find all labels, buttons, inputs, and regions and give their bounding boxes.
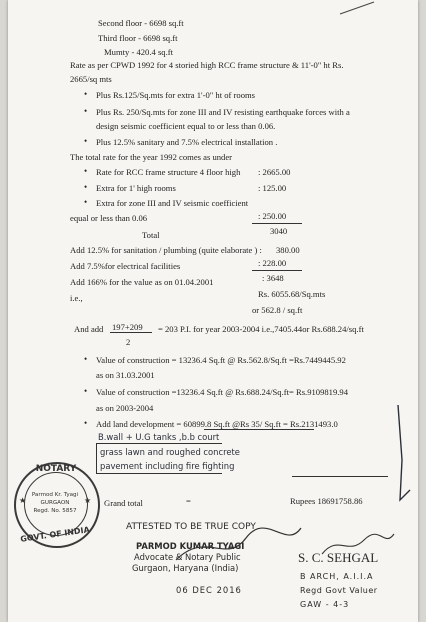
total-label: Total <box>142 230 160 240</box>
value-text: as on 31.03.2001 <box>96 370 155 380</box>
rate-value: : 125.00 <box>258 183 287 193</box>
underline <box>96 473 222 474</box>
underline <box>292 476 388 477</box>
attest-text: PARMOD KUMAR TYAGI <box>136 541 245 551</box>
grand-total-equals: = <box>186 496 191 506</box>
bullet-text: Plus Rs. 250/Sq.mts for zone III and IV resisting earthquake forces with a <box>96 107 350 117</box>
ie-label: i.e., <box>70 293 83 303</box>
attest-date: 06 DEC 2016 <box>176 585 242 595</box>
rate-label: Extra for 1' high rooms <box>96 183 176 193</box>
fraction-numerator: 197+209 <box>112 322 143 332</box>
stamp-text: GOVT. OF INDIA <box>19 525 91 544</box>
rate-label: Extra for zone III and IV seismic coefficient <box>96 198 249 208</box>
signature-scribble-icon <box>166 520 306 572</box>
rate-value: : 2665.00 <box>258 167 291 177</box>
floor-line: Mumty - 420.4 sq.ft <box>104 47 173 57</box>
grand-total-label: Grand total <box>104 498 143 508</box>
stamp-text: Parmod Kr. Tyagi <box>31 492 79 498</box>
grand-total-value: Rupees 18691758.86 <box>290 496 363 506</box>
bullet-icon: • <box>84 386 88 396</box>
underline <box>204 429 314 430</box>
box-border <box>96 443 97 473</box>
valuer-regd: Regd Govt Valuer <box>300 586 378 595</box>
bullet-text: design seismic coefficient equal to or less than 0.06. <box>96 121 276 131</box>
bullet-icon: • <box>84 106 88 116</box>
pen-mark-icon <box>338 0 378 16</box>
fraction-result: = 203 P.I. for year 2003-2004 i.e.,7405.44or Rs.688.24/sq.ft <box>158 324 364 334</box>
floor-line: Second floor - 6698 sq.ft <box>98 18 184 28</box>
bullet-icon: • <box>84 418 88 428</box>
rate-value: : 250.00 <box>258 211 287 221</box>
attest-text: Advocate & Notary Public <box>134 552 241 562</box>
stamp-text: NOTARY <box>35 464 77 474</box>
valuer-qualification: B ARCH, A.I.I.A <box>300 572 374 581</box>
valuer-name: S. C. SEHGAL <box>298 550 379 565</box>
handwritten-note: pavement including fire fighting <box>100 461 235 471</box>
add-label: Add 166% for the value as on 01.04.2001 <box>70 277 214 287</box>
handwritten-note: B.wall + U.G tanks ,b.b court <box>98 432 220 442</box>
fraction-bar <box>110 332 152 333</box>
rate-label: Rate for RCC frame structure 4 floor high <box>96 167 241 177</box>
attest-text: Gurgaon, Haryana (India) <box>132 563 239 573</box>
value-text: Value of construction =13236.4 Sq.ft @ Rs.688.24/Sq.ft= Rs.9109819.94 <box>96 387 349 397</box>
attest-text: ATTESTED TO BE TRUE COPY <box>126 522 256 532</box>
value-text: Value of construction = 13236.4 Sq.ft @ Rs.562.8/Sq.ft =Rs.7449445.92 <box>96 355 346 365</box>
signature-scribble-icon <box>318 530 398 560</box>
ie-value: or 562.8 / sq.ft <box>252 305 303 315</box>
document-page <box>8 0 418 622</box>
add-value: 380.00 <box>276 245 300 255</box>
total-value: 3040 <box>270 226 288 236</box>
valuer-code: GAW - 4-3 <box>300 600 350 609</box>
underline <box>96 443 222 444</box>
bullet-text: Plus 12.5% sanitary and 7.5% electrical installation . <box>96 137 278 147</box>
rate-text: 2665/sq mts <box>70 74 112 84</box>
bullet-icon: • <box>84 182 88 192</box>
star-icon: ★ <box>19 496 27 505</box>
fraction-denominator: 2 <box>126 337 131 347</box>
section-text: The total rate for the year 1992 comes as under <box>70 152 233 162</box>
bullet-text: Plus Rs.125/Sq.mts for extra 1'-0" ht of rooms <box>96 90 256 100</box>
value-text: as on 2003-2004 <box>96 403 154 413</box>
stamp-text: Regd. No. 5857 <box>33 508 77 514</box>
pen-mark-icon <box>396 400 414 510</box>
bullet-icon: • <box>84 166 88 176</box>
and-add-label: And add <box>74 324 104 334</box>
add-value: : 228.00 <box>258 258 287 268</box>
rate-label: equal or less than 0.06 <box>70 213 148 223</box>
rate-text: Rate as per CPWD 1992 for 4 storied high RCC frame structure & 11'-0" ht Rs. <box>70 60 344 70</box>
ie-value: Rs. 6055.68/Sq.mts <box>258 289 326 299</box>
bullet-icon: • <box>84 136 88 146</box>
underline <box>252 223 302 224</box>
handwritten-note: grass lawn and roughed concrete <box>100 447 240 457</box>
floor-line: Third floor - 6698 sq.ft <box>98 33 178 43</box>
value-text: Add land development = 60899.8 Sq.ft @Rs 35/ Sq.ft = Rs.2131493.0 <box>96 419 338 429</box>
stamp-text: GURGAON <box>40 500 70 506</box>
bullet-icon: • <box>84 197 88 207</box>
add-label: Add 12.5% for sanitation / plumbing (quite elaborate ) : <box>70 245 262 255</box>
star-icon: ★ <box>84 496 92 505</box>
bullet-icon: • <box>84 89 88 99</box>
add-label: Add 7.5%for electrical facilities <box>70 261 181 271</box>
add-value: : 3648 <box>262 273 284 283</box>
bullet-icon: • <box>84 354 88 364</box>
underline <box>252 270 302 271</box>
